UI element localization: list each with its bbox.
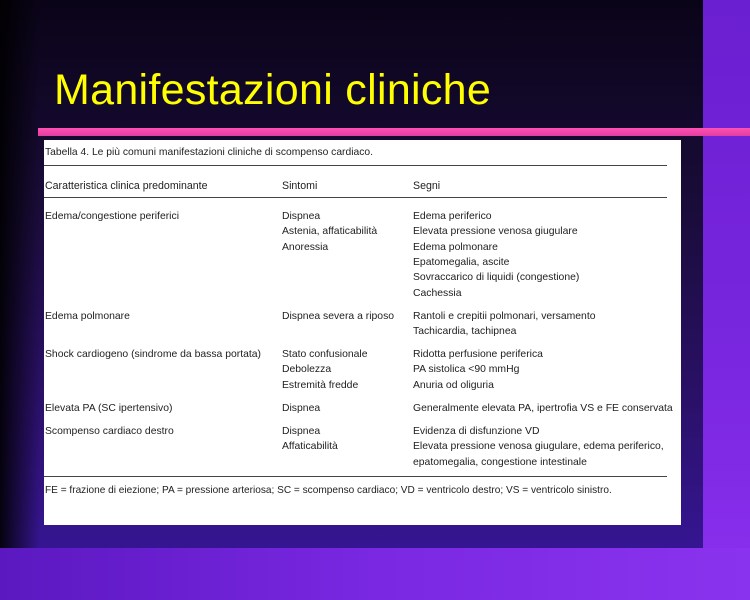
- slide-title: Manifestazioni cliniche: [54, 66, 492, 114]
- row-feature: Elevata PA (SC ipertensivo): [45, 403, 173, 414]
- right-accent-band: [703, 0, 750, 600]
- rule-top: [44, 165, 667, 166]
- row-symptom: Dispnea severa a riposo: [282, 311, 395, 322]
- row-sign: PA sistolica <90 mmHg: [413, 364, 520, 376]
- row-sign: Evidenza di disfunzione VD: [413, 426, 540, 437]
- row-sign: Edema polmonare: [413, 241, 498, 253]
- row-sign: Tachicardia, tachipnea: [413, 326, 517, 338]
- column-header-signs: Segni: [413, 180, 441, 192]
- bottom-accent-band: [0, 548, 750, 600]
- column-header-symptoms: Sintomi: [282, 180, 318, 192]
- row-sign: Generalmente elevata PA, ipertrofia VS e FE conservata: [413, 403, 673, 414]
- column-header-feature: Caratteristica clinica predominante: [45, 180, 208, 192]
- table-caption: Tabella 4. Le più comuni manifestazioni cliniche di scompenso cardiaco.: [45, 147, 373, 158]
- row-sign: Sovraccarico di liquidi (congestione): [413, 272, 580, 284]
- row-sign: Edema periferico: [413, 211, 492, 222]
- rule-header: [44, 197, 667, 198]
- row-sign: Elevata pressione venosa giugulare, edema periferico,: [413, 441, 664, 453]
- row-symptom: Stato confusionale: [282, 349, 368, 360]
- row-feature: Shock cardiogeno (sindrome da bassa portata): [45, 349, 262, 360]
- row-symptom: Dispnea: [282, 403, 321, 414]
- row-sign: Anuria od oliguria: [413, 379, 494, 391]
- row-symptom: Affaticabilità: [282, 441, 338, 453]
- table-footnote: FE = frazione di eiezione; PA = pressione arteriosa; SC = scompenso cardiaco; VD = ventricolo destro; VS = ventricolo sinistro.: [45, 485, 612, 496]
- row-sign: Ridotta perfusione periferica: [413, 349, 543, 360]
- row-feature: Edema polmonare: [45, 311, 130, 322]
- title-underline: [38, 128, 750, 136]
- rule-bottom: [44, 476, 667, 477]
- row-sign: Rantoli e crepitii polmonari, versamento: [413, 311, 596, 322]
- table-image: [44, 140, 681, 525]
- row-symptom: Debolezza: [282, 364, 332, 376]
- row-symptom: Estremità fredde: [282, 379, 359, 391]
- row-symptom: Astenia, affaticabilità: [282, 226, 378, 238]
- row-feature: Edema/congestione periferici: [45, 211, 179, 222]
- row-symptom: Dispnea: [282, 426, 321, 437]
- row-sign: Elevata pressione venosa giugulare: [413, 226, 578, 238]
- row-sign: Cachessia: [413, 287, 462, 299]
- row-sign: epatomegalia, congestione intestinale: [413, 456, 587, 468]
- left-shadow: [0, 0, 40, 600]
- row-feature: Scompenso cardiaco destro: [45, 426, 174, 437]
- row-sign: Epatomegalia, ascite: [413, 256, 510, 268]
- row-symptom: Anoressia: [282, 241, 329, 253]
- row-symptom: Dispnea: [282, 211, 321, 222]
